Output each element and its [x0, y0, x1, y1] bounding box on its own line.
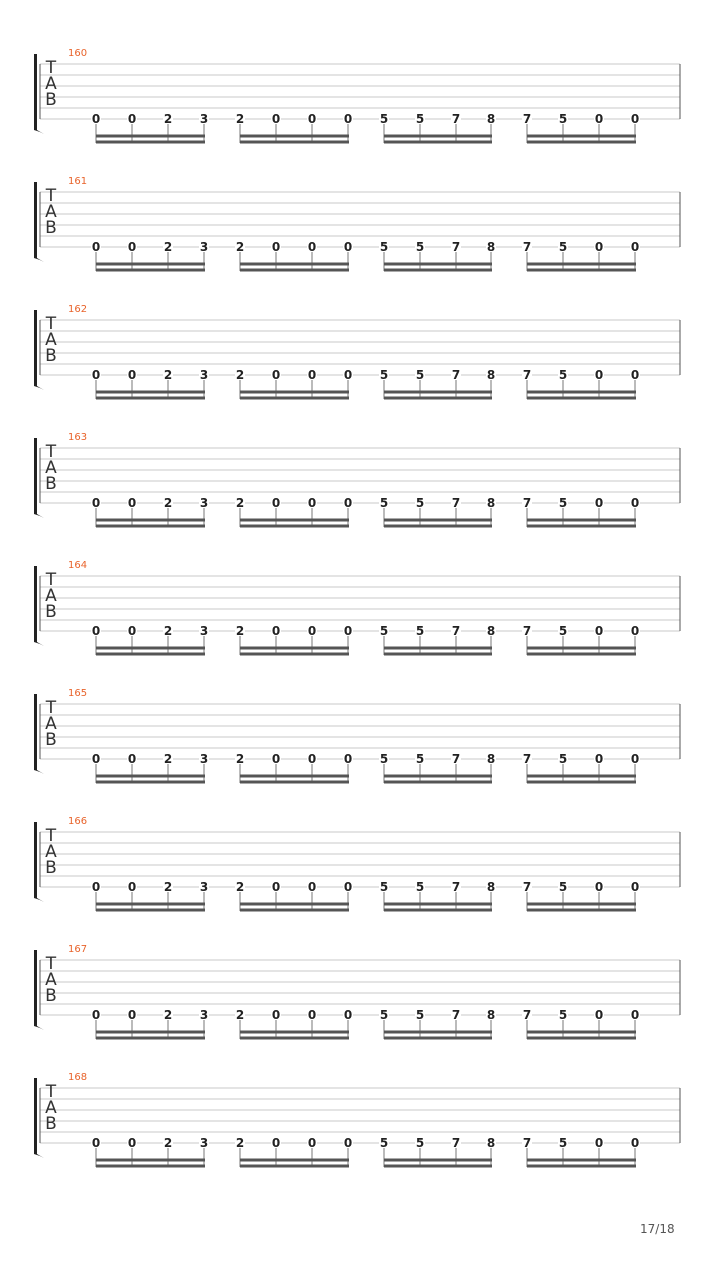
fret-number: 0 — [630, 1136, 640, 1150]
fret-number: 0 — [307, 880, 317, 894]
fret-number: 5 — [415, 624, 425, 638]
fret-number: 7 — [522, 752, 532, 766]
beam — [527, 263, 636, 266]
beam — [384, 781, 492, 784]
beam — [96, 653, 205, 656]
beam — [527, 1037, 636, 1040]
fret-number: 0 — [127, 880, 137, 894]
fret-number: 0 — [271, 752, 281, 766]
beam — [96, 1031, 205, 1034]
fret-number: 5 — [415, 1136, 425, 1150]
beam — [527, 269, 636, 272]
fret-number: 5 — [415, 880, 425, 894]
fret-number: 0 — [307, 624, 317, 638]
system-bracket — [34, 182, 44, 262]
tab-clef-letter: T — [45, 58, 57, 78]
tab-clef-letter: B — [45, 986, 57, 1006]
tab-staff — [0, 950, 720, 1078]
fret-number: 0 — [343, 752, 353, 766]
fret-number: 5 — [415, 496, 425, 510]
beam — [96, 1165, 205, 1168]
tab-clef-letter: A — [45, 842, 57, 862]
beam — [96, 647, 205, 650]
fret-number: 0 — [594, 624, 604, 638]
beam — [240, 647, 349, 650]
beam — [96, 263, 205, 266]
fret-number: 5 — [558, 112, 568, 126]
fret-number: 2 — [163, 624, 173, 638]
fret-number: 0 — [127, 112, 137, 126]
fret-number: 5 — [379, 112, 389, 126]
system-bracket — [34, 310, 44, 390]
fret-number: 7 — [451, 624, 461, 638]
tab-system — [0, 560, 720, 694]
measure-number: 167 — [68, 944, 88, 955]
fret-number: 5 — [558, 1008, 568, 1022]
fret-number: 0 — [630, 368, 640, 382]
fret-number: 7 — [522, 112, 532, 126]
fret-number: 0 — [594, 1008, 604, 1022]
fret-number: 2 — [235, 1008, 245, 1022]
fret-number: 7 — [522, 624, 532, 638]
beam — [240, 263, 349, 266]
fret-number: 0 — [630, 880, 640, 894]
fret-number: 0 — [91, 496, 101, 510]
fret-number: 0 — [127, 752, 137, 766]
fret-number: 2 — [163, 112, 173, 126]
beam — [96, 269, 205, 272]
tab-clef-letter: T — [45, 954, 57, 974]
fret-number: 0 — [127, 1008, 137, 1022]
fret-number: 0 — [307, 240, 317, 254]
system-bracket — [34, 950, 44, 1030]
fret-number: 0 — [630, 240, 640, 254]
fret-number: 0 — [343, 880, 353, 894]
beam — [240, 781, 349, 784]
fret-number: 5 — [415, 1008, 425, 1022]
beam — [527, 909, 636, 912]
fret-number: 0 — [307, 752, 317, 766]
tab-clef-letter: A — [45, 202, 57, 222]
fret-number: 0 — [307, 368, 317, 382]
tab-clef-letter: A — [45, 1098, 57, 1118]
beam — [240, 391, 349, 394]
beam — [96, 781, 205, 784]
fret-number: 5 — [558, 752, 568, 766]
beam — [527, 135, 636, 138]
beam — [384, 269, 492, 272]
tab-staff — [0, 822, 720, 950]
beam — [384, 1037, 492, 1040]
measure-number: 161 — [68, 176, 88, 187]
fret-number: 7 — [522, 1008, 532, 1022]
fret-number: 0 — [91, 752, 101, 766]
fret-number: 2 — [235, 240, 245, 254]
tab-clef-letter: B — [45, 1114, 57, 1134]
fret-number: 3 — [199, 112, 209, 126]
beam — [384, 903, 492, 906]
fret-number: 7 — [522, 880, 532, 894]
fret-number: 8 — [486, 1008, 496, 1022]
beam — [240, 397, 349, 400]
beam — [384, 263, 492, 266]
tab-clef-letter: T — [45, 826, 57, 846]
fret-number: 0 — [271, 624, 281, 638]
fret-number: 0 — [594, 880, 604, 894]
beam — [527, 141, 636, 144]
fret-number: 0 — [594, 496, 604, 510]
fret-number: 7 — [451, 368, 461, 382]
tab-clef-letter: T — [45, 570, 57, 590]
tab-staff — [0, 182, 720, 310]
tab-staff — [0, 1078, 720, 1206]
fret-number: 0 — [91, 240, 101, 254]
beam — [527, 397, 636, 400]
fret-number: 0 — [307, 1136, 317, 1150]
fret-number: 0 — [271, 1008, 281, 1022]
fret-number: 0 — [594, 240, 604, 254]
beam — [384, 141, 492, 144]
fret-number: 8 — [486, 496, 496, 510]
tab-staff — [0, 54, 720, 182]
fret-number: 8 — [486, 1136, 496, 1150]
beam — [96, 135, 205, 138]
tab-clef-letter: T — [45, 698, 57, 718]
beam — [96, 519, 205, 522]
beam — [527, 1159, 636, 1162]
fret-number: 2 — [163, 240, 173, 254]
tab-clef-letter: A — [45, 330, 57, 350]
fret-number: 5 — [415, 752, 425, 766]
beam — [527, 775, 636, 778]
beam — [240, 903, 349, 906]
system-bracket — [34, 1078, 44, 1158]
fret-number: 3 — [199, 368, 209, 382]
measure-number: 168 — [68, 1072, 88, 1083]
fret-number: 7 — [522, 368, 532, 382]
fret-number: 2 — [235, 112, 245, 126]
fret-number: 5 — [558, 240, 568, 254]
beam — [384, 391, 492, 394]
fret-number: 5 — [415, 240, 425, 254]
fret-number: 8 — [486, 880, 496, 894]
fret-number: 3 — [199, 240, 209, 254]
beam — [240, 1031, 349, 1034]
beam — [527, 519, 636, 522]
beam — [527, 653, 636, 656]
fret-number: 0 — [630, 112, 640, 126]
beam — [96, 903, 205, 906]
beam — [96, 909, 205, 912]
system-bracket — [34, 566, 44, 646]
fret-number: 0 — [271, 368, 281, 382]
tab-clef-letter: B — [45, 602, 57, 622]
fret-number: 0 — [307, 1008, 317, 1022]
fret-number: 7 — [522, 1136, 532, 1150]
beam — [384, 135, 492, 138]
fret-number: 0 — [594, 1136, 604, 1150]
tab-clef-letter: B — [45, 218, 57, 238]
fret-number: 8 — [486, 368, 496, 382]
fret-number: 2 — [163, 752, 173, 766]
beam — [96, 141, 205, 144]
fret-number: 5 — [558, 624, 568, 638]
tab-staff — [0, 694, 720, 822]
fret-number: 5 — [379, 1136, 389, 1150]
tab-system — [0, 688, 720, 822]
beam — [240, 525, 349, 528]
fret-number: 5 — [415, 112, 425, 126]
beam — [240, 135, 349, 138]
beam — [384, 397, 492, 400]
fret-number: 7 — [451, 240, 461, 254]
measure-number: 160 — [68, 48, 88, 59]
fret-number: 0 — [91, 1008, 101, 1022]
beam — [527, 525, 636, 528]
fret-number: 0 — [307, 496, 317, 510]
fret-number: 0 — [343, 1008, 353, 1022]
tab-system — [0, 304, 720, 438]
fret-number: 5 — [379, 1008, 389, 1022]
beam — [96, 775, 205, 778]
measure-number: 166 — [68, 816, 88, 827]
fret-number: 0 — [343, 624, 353, 638]
tab-clef-letter: B — [45, 858, 57, 878]
beam — [527, 781, 636, 784]
fret-number: 3 — [199, 496, 209, 510]
tab-system — [0, 48, 720, 182]
tab-clef-letter: B — [45, 346, 57, 366]
fret-number: 2 — [163, 1136, 173, 1150]
fret-number: 8 — [486, 752, 496, 766]
beam — [240, 141, 349, 144]
beam — [384, 1165, 492, 1168]
fret-number: 0 — [127, 496, 137, 510]
beam — [527, 1031, 636, 1034]
beam — [384, 647, 492, 650]
beam — [384, 1031, 492, 1034]
tab-system — [0, 176, 720, 310]
fret-number: 0 — [271, 112, 281, 126]
fret-number: 0 — [271, 240, 281, 254]
fret-number: 2 — [235, 496, 245, 510]
beam — [527, 903, 636, 906]
fret-number: 5 — [558, 1136, 568, 1150]
tab-clef-letter: T — [45, 186, 57, 206]
beam — [240, 1159, 349, 1162]
fret-number: 3 — [199, 1136, 209, 1150]
beam — [384, 1159, 492, 1162]
fret-number: 7 — [451, 496, 461, 510]
fret-number: 0 — [343, 368, 353, 382]
system-bracket — [34, 438, 44, 518]
fret-number: 0 — [594, 368, 604, 382]
beam — [240, 1037, 349, 1040]
fret-number: 2 — [235, 1136, 245, 1150]
beam — [240, 269, 349, 272]
beam — [240, 653, 349, 656]
beam — [96, 397, 205, 400]
beam — [384, 525, 492, 528]
fret-number: 0 — [343, 240, 353, 254]
fret-number: 0 — [271, 1136, 281, 1150]
beam — [96, 1159, 205, 1162]
tab-clef-letter: T — [45, 442, 57, 462]
fret-number: 2 — [163, 1008, 173, 1022]
fret-number: 5 — [379, 496, 389, 510]
tab-clef-letter: A — [45, 458, 57, 478]
tab-clef-letter: T — [45, 1082, 57, 1102]
fret-number: 5 — [379, 624, 389, 638]
fret-number: 0 — [343, 112, 353, 126]
fret-number: 3 — [199, 1008, 209, 1022]
measure-number: 164 — [68, 560, 88, 571]
beam — [527, 391, 636, 394]
beam — [96, 525, 205, 528]
fret-number: 0 — [343, 1136, 353, 1150]
fret-number: 0 — [630, 496, 640, 510]
fret-number: 0 — [307, 112, 317, 126]
fret-number: 8 — [486, 624, 496, 638]
fret-number: 5 — [415, 368, 425, 382]
fret-number: 8 — [486, 112, 496, 126]
beam — [96, 391, 205, 394]
fret-number: 3 — [199, 752, 209, 766]
fret-number: 0 — [630, 752, 640, 766]
tab-system — [0, 944, 720, 1078]
fret-number: 0 — [343, 496, 353, 510]
fret-number: 2 — [235, 752, 245, 766]
tab-staff — [0, 566, 720, 694]
fret-number: 7 — [451, 752, 461, 766]
measure-number: 162 — [68, 304, 88, 315]
tab-staff — [0, 310, 720, 438]
tab-system — [0, 432, 720, 566]
beam — [527, 647, 636, 650]
beam — [527, 1165, 636, 1168]
fret-number: 3 — [199, 624, 209, 638]
fret-number: 5 — [379, 240, 389, 254]
fret-number: 0 — [91, 624, 101, 638]
beam — [240, 909, 349, 912]
beam — [384, 775, 492, 778]
fret-number: 2 — [163, 880, 173, 894]
fret-number: 5 — [558, 368, 568, 382]
beam — [384, 519, 492, 522]
fret-number: 0 — [594, 752, 604, 766]
fret-number: 2 — [235, 880, 245, 894]
system-bracket — [34, 822, 44, 902]
fret-number: 0 — [127, 1136, 137, 1150]
tab-clef-letter: B — [45, 730, 57, 750]
tab-staff — [0, 438, 720, 566]
fret-number: 7 — [522, 496, 532, 510]
tab-clef-letter: A — [45, 74, 57, 94]
fret-number: 0 — [594, 112, 604, 126]
fret-number: 0 — [91, 368, 101, 382]
beam — [384, 909, 492, 912]
beam — [240, 1165, 349, 1168]
fret-number: 0 — [91, 112, 101, 126]
system-bracket — [34, 694, 44, 774]
beam — [240, 519, 349, 522]
tab-clef-letter: A — [45, 970, 57, 990]
tab-clef-letter: B — [45, 90, 57, 110]
fret-number: 0 — [91, 1136, 101, 1150]
fret-number: 5 — [379, 880, 389, 894]
beam — [384, 653, 492, 656]
tab-system — [0, 816, 720, 950]
fret-number: 5 — [379, 368, 389, 382]
tab-clef-letter: A — [45, 714, 57, 734]
fret-number: 8 — [486, 240, 496, 254]
fret-number: 0 — [127, 624, 137, 638]
fret-number: 0 — [127, 240, 137, 254]
fret-number: 2 — [235, 624, 245, 638]
page-indicator: 17/18 — [640, 1222, 675, 1236]
fret-number: 0 — [271, 880, 281, 894]
system-bracket — [34, 54, 44, 134]
fret-number: 0 — [630, 624, 640, 638]
fret-number: 7 — [522, 240, 532, 254]
fret-number: 7 — [451, 1136, 461, 1150]
fret-number: 7 — [451, 1008, 461, 1022]
fret-number: 2 — [163, 496, 173, 510]
measure-number: 163 — [68, 432, 88, 443]
fret-number: 2 — [235, 368, 245, 382]
fret-number: 0 — [630, 1008, 640, 1022]
tab-clef-letter: A — [45, 586, 57, 606]
fret-number: 7 — [451, 112, 461, 126]
fret-number: 2 — [163, 368, 173, 382]
fret-number: 5 — [558, 496, 568, 510]
fret-number: 5 — [379, 752, 389, 766]
fret-number: 0 — [271, 496, 281, 510]
tab-system — [0, 1072, 720, 1206]
fret-number: 0 — [127, 368, 137, 382]
measure-number: 165 — [68, 688, 88, 699]
beam — [240, 775, 349, 778]
fret-number: 0 — [91, 880, 101, 894]
fret-number: 3 — [199, 880, 209, 894]
beam — [96, 1037, 205, 1040]
fret-number: 5 — [558, 880, 568, 894]
fret-number: 7 — [451, 880, 461, 894]
tab-clef-letter: T — [45, 314, 57, 334]
tab-clef-letter: B — [45, 474, 57, 494]
